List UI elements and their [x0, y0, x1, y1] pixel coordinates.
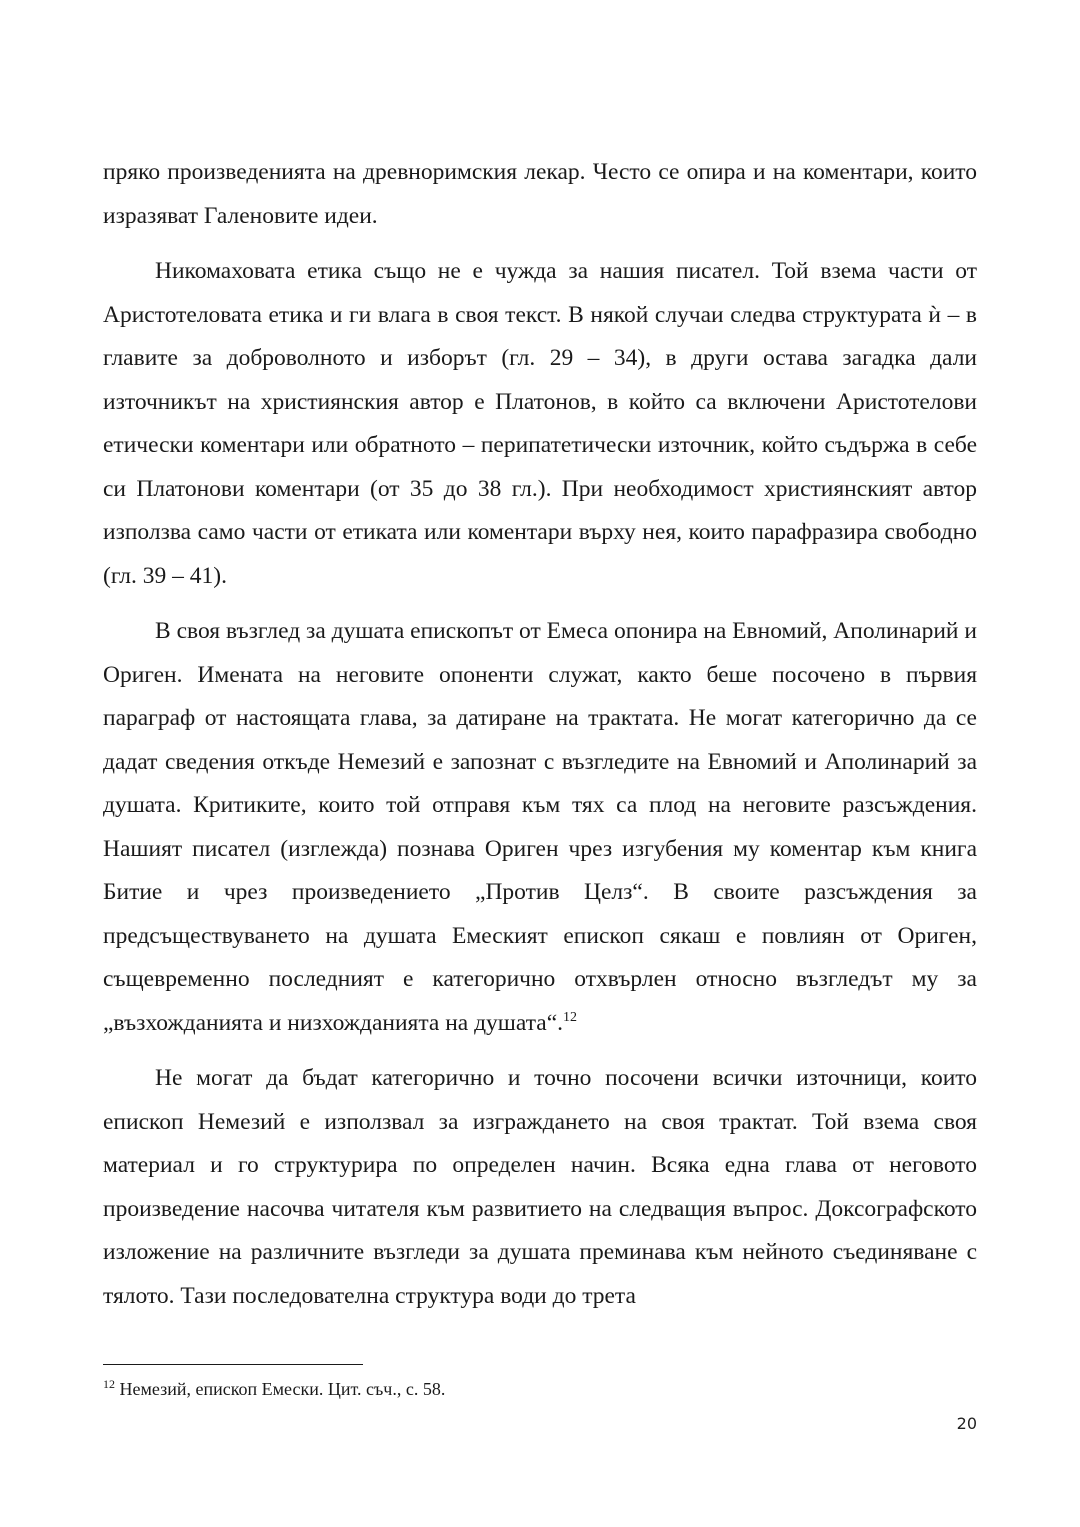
paragraph-1-text: пряко произведенията на древноримския лекар. Често се опира и на коментари, които изразяват Галеновите идеи.	[103, 159, 977, 229]
footnote-text: Немезий, епископ Емески. Цит. съч., с. 58.	[119, 1379, 446, 1399]
paragraph-4-text: Не могат да бъдат категорично и точно посочени всички източници, които епископ Немезий е използвал за изграждането на своя трактат. Той взема своя материал и го структурира по определен начин. Всяка една глава от неговото произведение насочва читателя към развитието на следващия въпрос. Доксографското изложение на различните възгледи за душата преминава към нейното съединяване с тялото. Тази последователна структура води до трета	[103, 1065, 977, 1309]
page-number: 20	[956, 1414, 977, 1433]
footnote-12	[103, 1377, 977, 1401]
paragraph-2	[103, 250, 977, 598]
footnote-separator	[103, 1364, 363, 1365]
body-text	[103, 151, 977, 1330]
footnote-number: 12	[103, 1377, 115, 1391]
paragraph-4	[103, 1057, 977, 1318]
paragraph-1	[103, 151, 977, 238]
paragraph-2-text: Никомаховата етика също не е чужда за нашия писател. Той взема части от Аристотеловата етика и ги влага в своя текст. В някой случаи следва структурата ѝ – в главите за доброволното и изборът (гл. 29 – 34), в други остава загадка дали източникът на християнския автор е Платонов, в който са включени Аристотелови етически коментари или обратното – перипатетически източник, който съдържа в себе си Платонови коментари (от 35 до 38 гл.). При необходимост християнският автор използва само части от етиката или коментари върху нея, които парафразира свободно (гл. 39 – 41).	[103, 258, 977, 589]
paragraph-3	[103, 610, 977, 1045]
footnote-reference-12[interactable]: 12	[563, 1009, 577, 1025]
paragraph-3-text: В своя възглед за душата епископът от Емеса опонира на Евномий, Аполинарий и Ориген. Имената на неговите опоненти служат, както беше посочено в първия параграф от настоящата глава, за датиране на трактата. Не могат категорично да се дадат сведения откъде Немезий е запознат с възгледите на Евномий и Аполинарий за душата. Критиките, които той отправя към тях са плод на неговите разсъждения. Нашият писател (изглежда) познава Ориген чрез изгубения му коментар към книга Битие и чрез произведението „Против Целз“. В своите разсъждения за предсъществуването на душата Емеският епископ сякаш е повлиян от Ориген, същевременно последният е категорично отхвърлен относно възгледът му за „възхожданията и низхожданията на душата“.	[103, 618, 977, 1036]
